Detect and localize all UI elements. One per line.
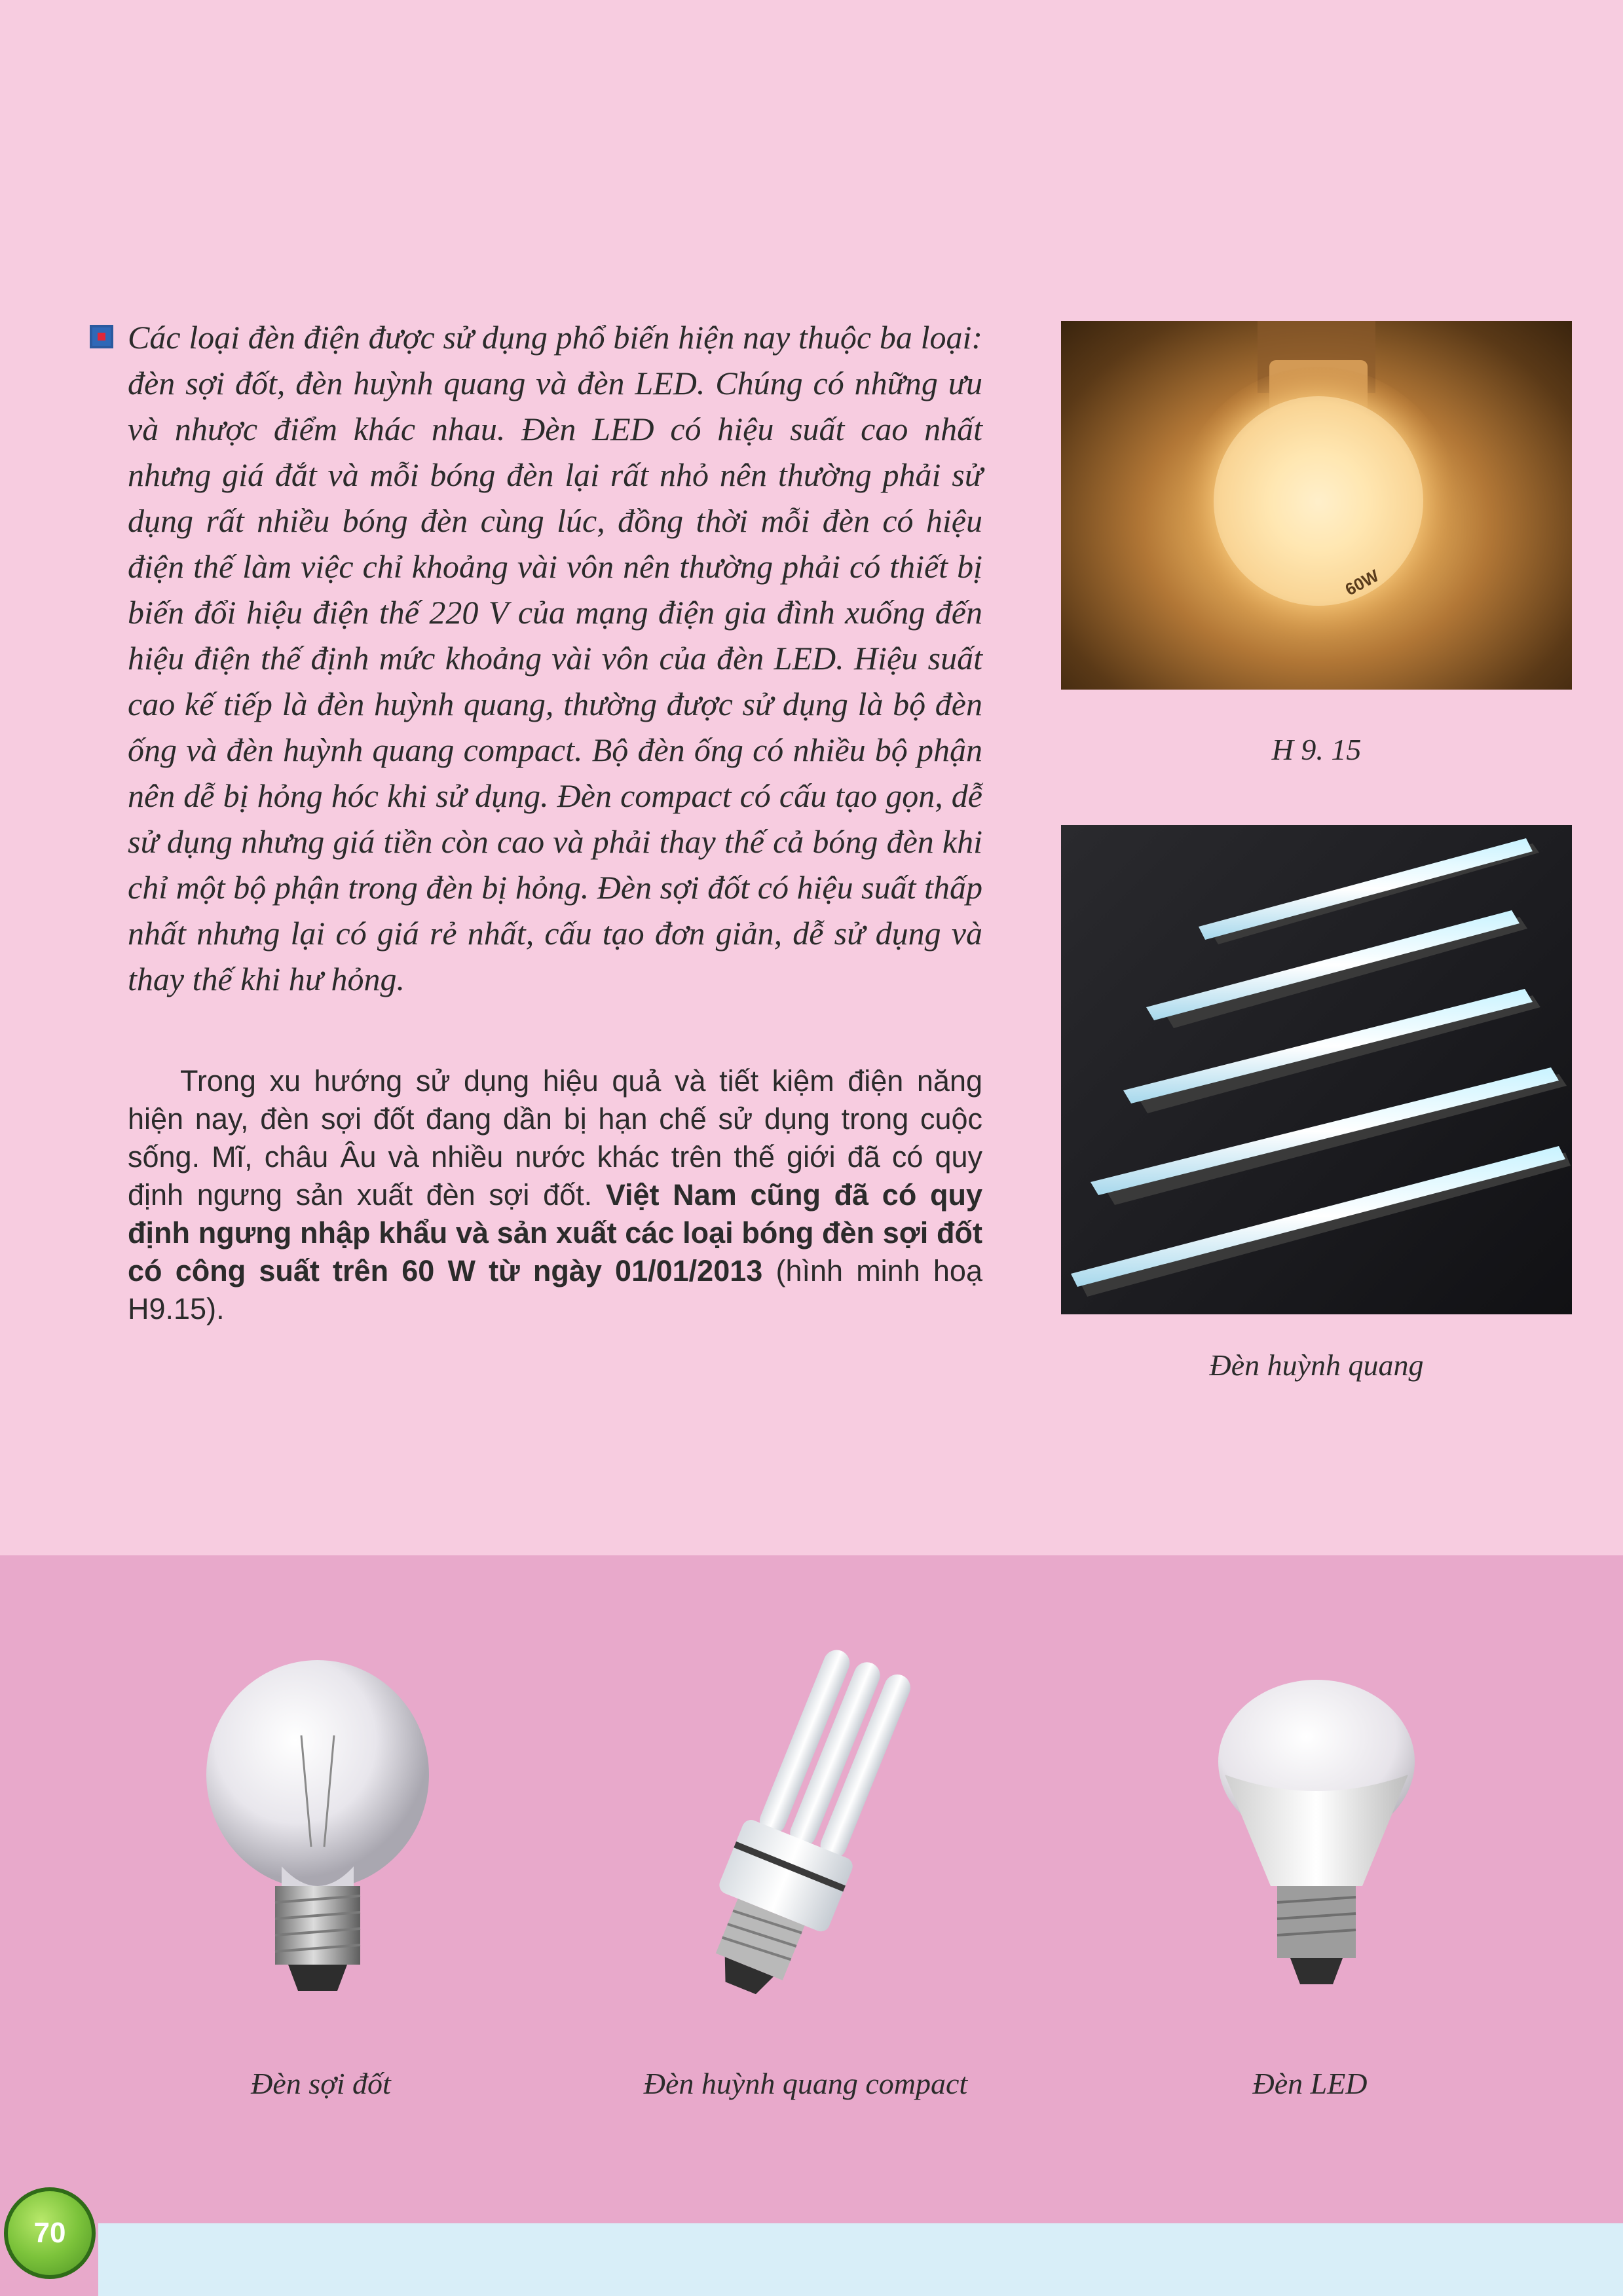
para2-end: (hình minh hoạ H9.15). [128, 1254, 982, 1325]
incandescent-bulb-image [183, 1650, 458, 2004]
glowing-bulb-photo [1061, 321, 1572, 690]
caption-incandescent: Đèn sợi đốt [251, 2067, 391, 2100]
caption-h915: H 9. 15 [1271, 733, 1362, 766]
bullet-square-icon [90, 325, 113, 348]
bulb-wattage-label: 60W [1341, 565, 1383, 600]
caption-compact: Đèn huỳnh quang compact [643, 2067, 968, 2100]
caption-led: Đèn LED [1252, 2067, 1368, 2100]
fluorescent-tubes-photo [1061, 825, 1572, 1314]
para2-start: Trong xu hướng sử dụng hiệu quả và tiết kiệm điện năng hiện nay, đèn sợi đốt đang dần bị hạn chế sử dụng trong cuộc sống. Mĩ, châu Âu và nhiều nước khác trên thế giới đã có quy định ngưng sản xuất đèn sợi đốt. [128, 1064, 982, 1212]
italic-paragraph: Các loại đèn điện được sử dụng phổ biến hiện nay thuộc ba loại: đèn sợi đốt, đèn huỳnh quang và đèn LED. Chúng có những ưu và nhược điểm khác nhau. Đèn LED có hiệu suất cao nhất nhưng giá đắt và mỗi bóng đèn lại rất nhỏ nên thường phải sử dụng rất nhiều bóng đèn cùng lúc, đồng thời mỗi đèn có hiệu điện thế làm việc chỉ khoảng vài vôn nên thường phải có thiết bị biến đổi hiệu điện thế 220 V của mạng điện gia đình xuống đến hiệu điện thế định mức khoảng vài vôn của đèn LED. Hiệu suất cao kế tiếp là đèn huỳnh quang, thường được sử dụng là bộ đèn ống và đèn huỳnh quang compact. Bộ đèn ống có nhiều bộ phận nên dễ bị hỏng hóc khi sử dụng. Đèn compact có cấu tạo gọn, dễ sử dụng nhưng giá tiền còn cao và phải thay thế cả bóng đèn khi chỉ một bộ phận trong đèn bị hỏng. Đèn sợi đốt có hiệu suất thấp nhất nhưng lại có giá rẻ nhất, cấu tạo đơn giản, dễ sử dụng và thay thế khi hư hỏng. [128, 319, 982, 997]
compact-fluorescent-image [662, 1637, 950, 2017]
caption-fluorescent: Đèn huỳnh quang [1209, 1348, 1424, 1382]
led-bulb-image [1199, 1676, 1434, 2004]
page-number-badge: 70 [4, 2187, 96, 2279]
para2-bold: Việt Nam cũng đã có quy định ngưng nhập khẩu và sản xuất các loại bóng đèn sợi đốt có công suất trên 60 W từ ngày 01/01/2013 [128, 1178, 982, 1287]
body-paragraph [128, 1062, 982, 1328]
footer-strip [0, 2223, 1623, 2296]
